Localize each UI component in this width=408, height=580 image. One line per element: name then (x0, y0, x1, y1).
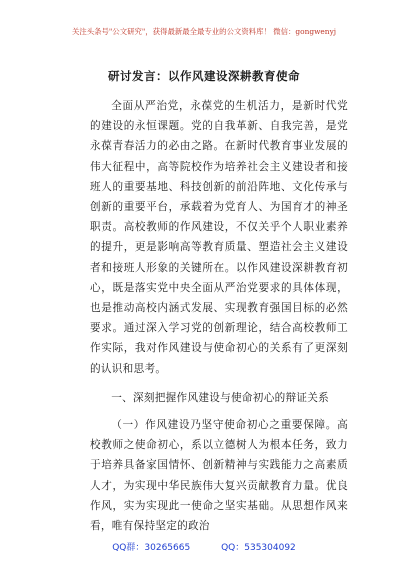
intro-paragraph: 全面从严治党，永葆党的生机活力，是新时代党的建设的永恒课题。党的自我革新、自我完善，是党永葆青春活力的必由之路。在新时代教育事业发展的伟大征程中，高等院校作为培养社会主义建设者和接班人的重要基地、科技创新的前沿阵地、文化传承与创新的重要平台，承载着为党育人、为国育才的神圣职责。高校教师的作风建设，不仅关乎个人职业素养的提升，更是影响高等教育质量、塑造社会主义建设者和接班人形象的关键所在。以作风建设深耕教育初心，既是落实党中央全面从严治党要求的具体体现，也是推动高校内涵式发展、实现教育强国目标的必然要求。通过深入学习党的创新理论，结合高校教师工作实际，我对作风建设与使命初心的关系有了更深刻的认识和思考。 (90, 100, 348, 375)
footer-qq-group: QQ群：30265665 (112, 543, 191, 553)
header-banner: 关注头条号"公文研究"，获得最新最全最专业的公文资料库！ 微信：gongwenyj (71, 27, 337, 36)
section-paragraph: （一）作风建设乃坚守使命初心之重要保障。高校教师之使命初心，系以立德树人为根本任务，致力于培养具备家国情怀、创新精神与实践能力之高素质人才，为实现中华民族伟大复兴贡献教育力量。优良作风，实为实现此一使命之坚实基础。从思想作风来看，唯有保持坚定的政治 (90, 419, 348, 533)
footer-qq: QQ：535304092 (221, 543, 296, 553)
document-body (90, 96, 348, 536)
document-title: 研讨发言：以作风建设深耕教育使命 (108, 69, 300, 83)
footer-contacts (0, 540, 408, 553)
section-heading: 一、深刻把握作风建设与使命初心的辩证关系 (111, 391, 330, 404)
